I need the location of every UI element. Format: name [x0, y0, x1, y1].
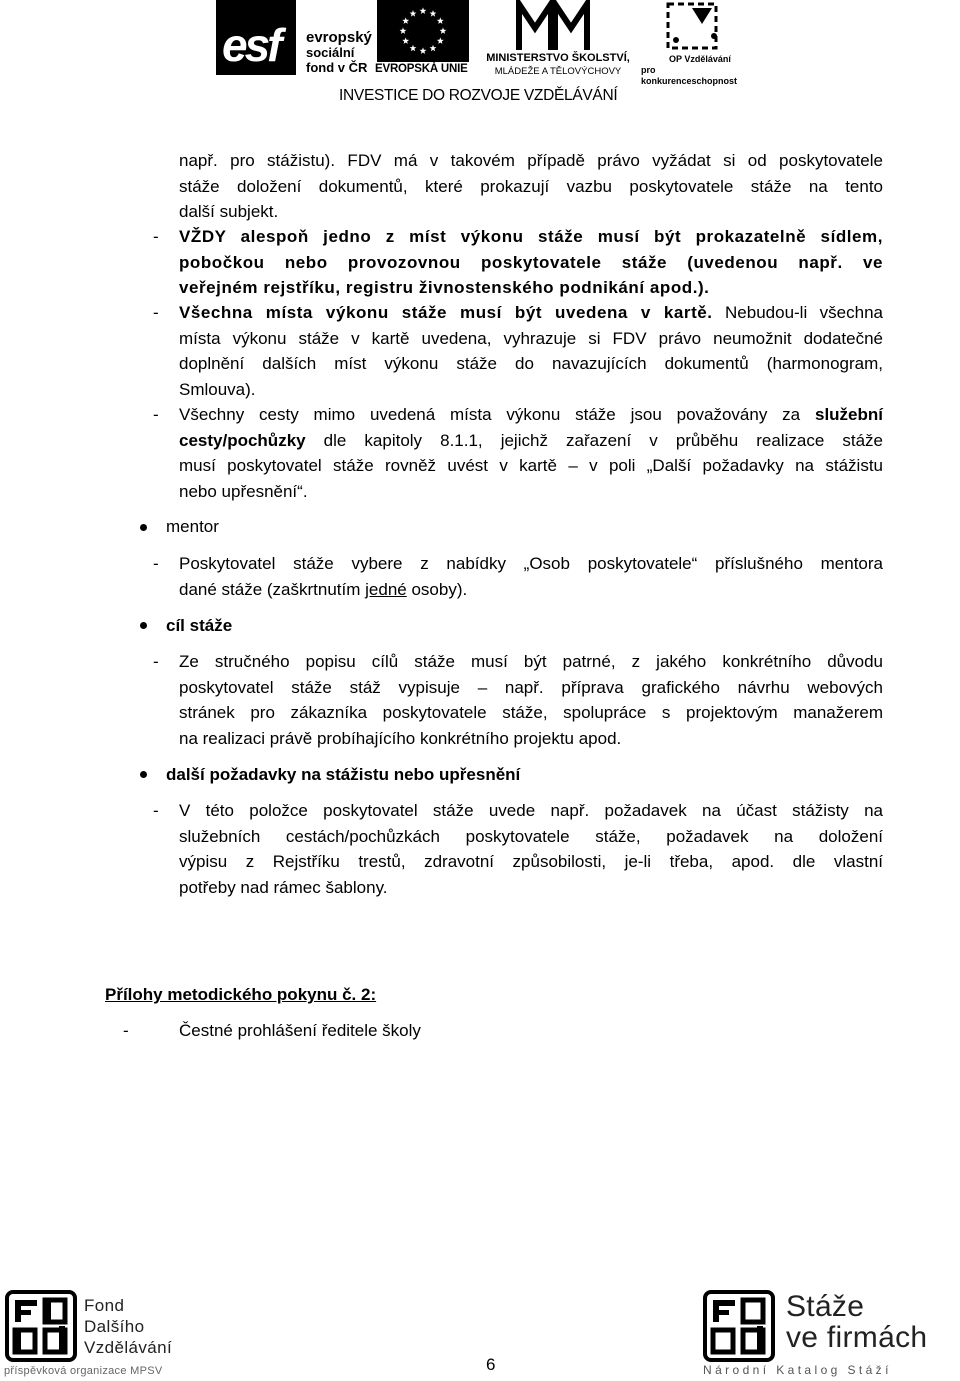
eu-star-icon — [402, 37, 409, 44]
list-item-mentor: Poskytovatel stáže vybere z nabídky „Osob poskytovatele“ příslušného mentora dané stáže (zaškrtnutím jedné osoby). — [179, 554, 883, 599]
bullet-icon — [140, 524, 147, 531]
narodni-katalog-stazi-text: Národní Katalog Stáží — [703, 1363, 892, 1377]
eu-star-icon — [420, 47, 427, 54]
msmt-logo-icon — [515, 0, 591, 52]
eu-star-icon — [420, 7, 427, 14]
list-dash: - — [153, 652, 159, 671]
bullet-icon — [140, 771, 147, 778]
eu-label: EVROPSKÁ UNIE — [375, 63, 468, 75]
list-item-vsechny-cesty: Všechny cesty mimo uvedená místa výkonu stáže jsou považovány za služební cesty/pochůzky dle kapitoly 8.1.1, jejichž zařazení v průběhu realizace stáže musí poskytovatel stáže rovněž uvést v kartě – v poli „Další požadavky na stážistu nebo upřesnění“. — [179, 405, 883, 501]
eu-star-icon — [430, 45, 437, 52]
fdv-subtitle: příspěvková organizace MPSV — [4, 1365, 163, 1377]
list-item-vsechna-mista: Všechna místa výkonu stáže musí být uvedena v kartě. Nebudou-li všechna místa výkonu stáže v kartě uvedena, vyhrazuje si FDV právo neumožnit dodatečné doplnění dalších míst výkonu stáže do navazujících dokumentů (harmonogram, Smlouva). — [179, 303, 884, 399]
page-header — [0, 0, 960, 110]
list-dash: - — [123, 1021, 129, 1040]
bullet-label-dalsi-pozadavky: další požadavky na stážistu nebo upřesnění — [166, 765, 521, 784]
page-number: 6 — [486, 1355, 496, 1374]
bullet-label-mentor: mentor — [166, 517, 219, 536]
fdv-logo-icon — [5, 1290, 77, 1362]
eu-star-icon — [437, 17, 444, 24]
investice-tagline: INVESTICE DO ROZVOJE VZDĚLÁVÁNÍ — [339, 87, 618, 104]
list-item-dalsi-pozadavky: V této položce poskytovatel stáže uvede např. požadavek na účast stážisty na služebních cestách/pochůzkách poskytovatele stáže, požadavek na doložení výpisu z Rejstříku trestů, zdravotní způsobilosti, je-li třeba, apod. dle vlastní potřeby nad rámec šablony. — [179, 801, 883, 897]
paragraph-continuation: např. pro stážistu). FDV má v takovém případě právo vyžádat si od poskytovatele stáže doložení dokumentů, které prokazují vazbu poskytovatele stáže na tento další subjekt. — [179, 151, 883, 221]
eu-star-icon — [410, 45, 417, 52]
eu-star-icon — [430, 10, 437, 17]
list-item-vzdy: VŽDY alespoň jedno z míst výkonu stáže musí být prokazatelně sídlem, pobočkou nebo provozovnou poskytovatele stáže (uvedenou např. ve veřejném rejstříku, registru živnostenského podnikání apod.). — [179, 227, 883, 297]
op-vzdelavani-logo-icon — [664, 0, 724, 52]
section-heading-prilohy: Přílohy metodického pokynu č. 2: — [105, 985, 377, 1004]
eu-star-icon — [437, 37, 444, 44]
esf-logo — [216, 0, 296, 75]
eu-star-icon — [410, 10, 417, 17]
msmt-logo-text: MINISTERSTVO ŠKOLSTVÍ, MLÁDEŽE A TĚLOVÝCHOVY — [486, 52, 630, 77]
list-dash: - — [153, 227, 159, 246]
staze-ve-firmach-title: Stáže ve firmách — [786, 1290, 928, 1354]
eu-star-icon — [400, 27, 407, 34]
eu-flag-icon — [377, 0, 469, 62]
eu-star-icon — [440, 27, 447, 34]
esf-logo-mark: esf — [222, 19, 280, 71]
list-dash: - — [153, 554, 159, 573]
op-vzdelavani-text: OP Vzdělávání pro konkurenceschopnost — [641, 54, 738, 86]
fdv-logo-text: Fond Dalšího Vzdělávání — [84, 1296, 173, 1357]
bullet-icon — [140, 622, 147, 629]
list-dash: - — [153, 801, 159, 820]
attachment-item: Čestné prohlášení ředitele školy — [179, 1021, 421, 1040]
esf-logo-text: evropský sociální fond v ČR — [306, 29, 372, 75]
list-dash: - — [153, 303, 159, 322]
eu-star-icon — [402, 17, 409, 24]
bullet-label-cil-staze: cíl stáže — [166, 616, 233, 635]
list-dash: - — [153, 405, 159, 424]
list-item-cil-staze: Ze stručného popisu cílů stáže musí být patrné, z jakého konkrétního důvodu poskytovatel stáže stáž vypisuje – např. příprava grafického návrhu webových stránek pro zákazníka poskytovatele stáže, spolupráce s projektovým manažerem na realizaci právě probíhajícího konkrétního projektu apod. — [179, 652, 883, 748]
staze-ve-firmach-logo-icon — [703, 1290, 775, 1362]
